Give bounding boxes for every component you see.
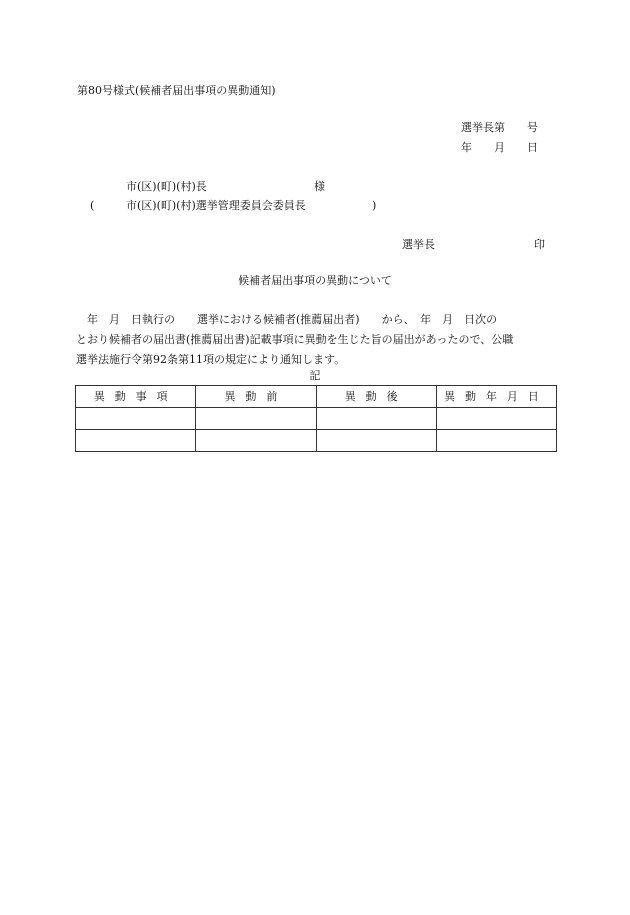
table-row xyxy=(76,430,557,452)
document-subject: 候補者届出事項の異動について xyxy=(238,274,392,287)
header-before-change: 異動前 xyxy=(196,386,316,408)
body-line-1: 年 月 日執行の 選挙における候補者(推薦届出者) から、 年 月 日次の xyxy=(76,313,498,326)
date-line: 年 月 日 xyxy=(461,141,538,154)
sender-title: 選挙長 xyxy=(402,238,435,251)
form-number: 第80号様式(候補者届出事項の異動通知) xyxy=(77,84,276,97)
table-header-row xyxy=(76,386,557,408)
body-line-3: 選挙法施行令第92条第11項の規定により通知します。 xyxy=(76,353,346,366)
addressee-alternative: 市(区)(町)(村)選挙管理委員会委員長 xyxy=(126,199,306,212)
table-cell xyxy=(76,430,196,452)
body-line-2: とおり候補者の届出書(推薦届出書)記載事項に異動を生じた旨の届出があったので、公職 xyxy=(76,333,514,346)
body-text xyxy=(76,310,558,370)
table-cell xyxy=(436,408,556,430)
ki-heading: 記 xyxy=(309,369,321,382)
table-cell xyxy=(316,430,436,452)
addressee-honorific: 様 xyxy=(314,180,325,193)
changes-table xyxy=(75,385,557,452)
table-cell xyxy=(316,408,436,430)
seal-mark: 印 xyxy=(534,238,545,251)
reference-number: 選挙長第 号 xyxy=(461,121,538,134)
addressee-alt-open-paren: ( xyxy=(90,199,95,212)
table-cell xyxy=(196,408,316,430)
header-change-date: 異動年月日 xyxy=(436,386,556,408)
header-after-change: 異動後 xyxy=(316,386,436,408)
table-cell xyxy=(76,408,196,430)
addressee: 市(区)(町)(村)長 xyxy=(126,180,207,193)
header-change-item: 異動事項 xyxy=(76,386,196,408)
table-cell xyxy=(196,430,316,452)
table-row xyxy=(76,408,557,430)
table-cell xyxy=(436,430,556,452)
addressee-alt-close-paren: ) xyxy=(372,199,377,212)
